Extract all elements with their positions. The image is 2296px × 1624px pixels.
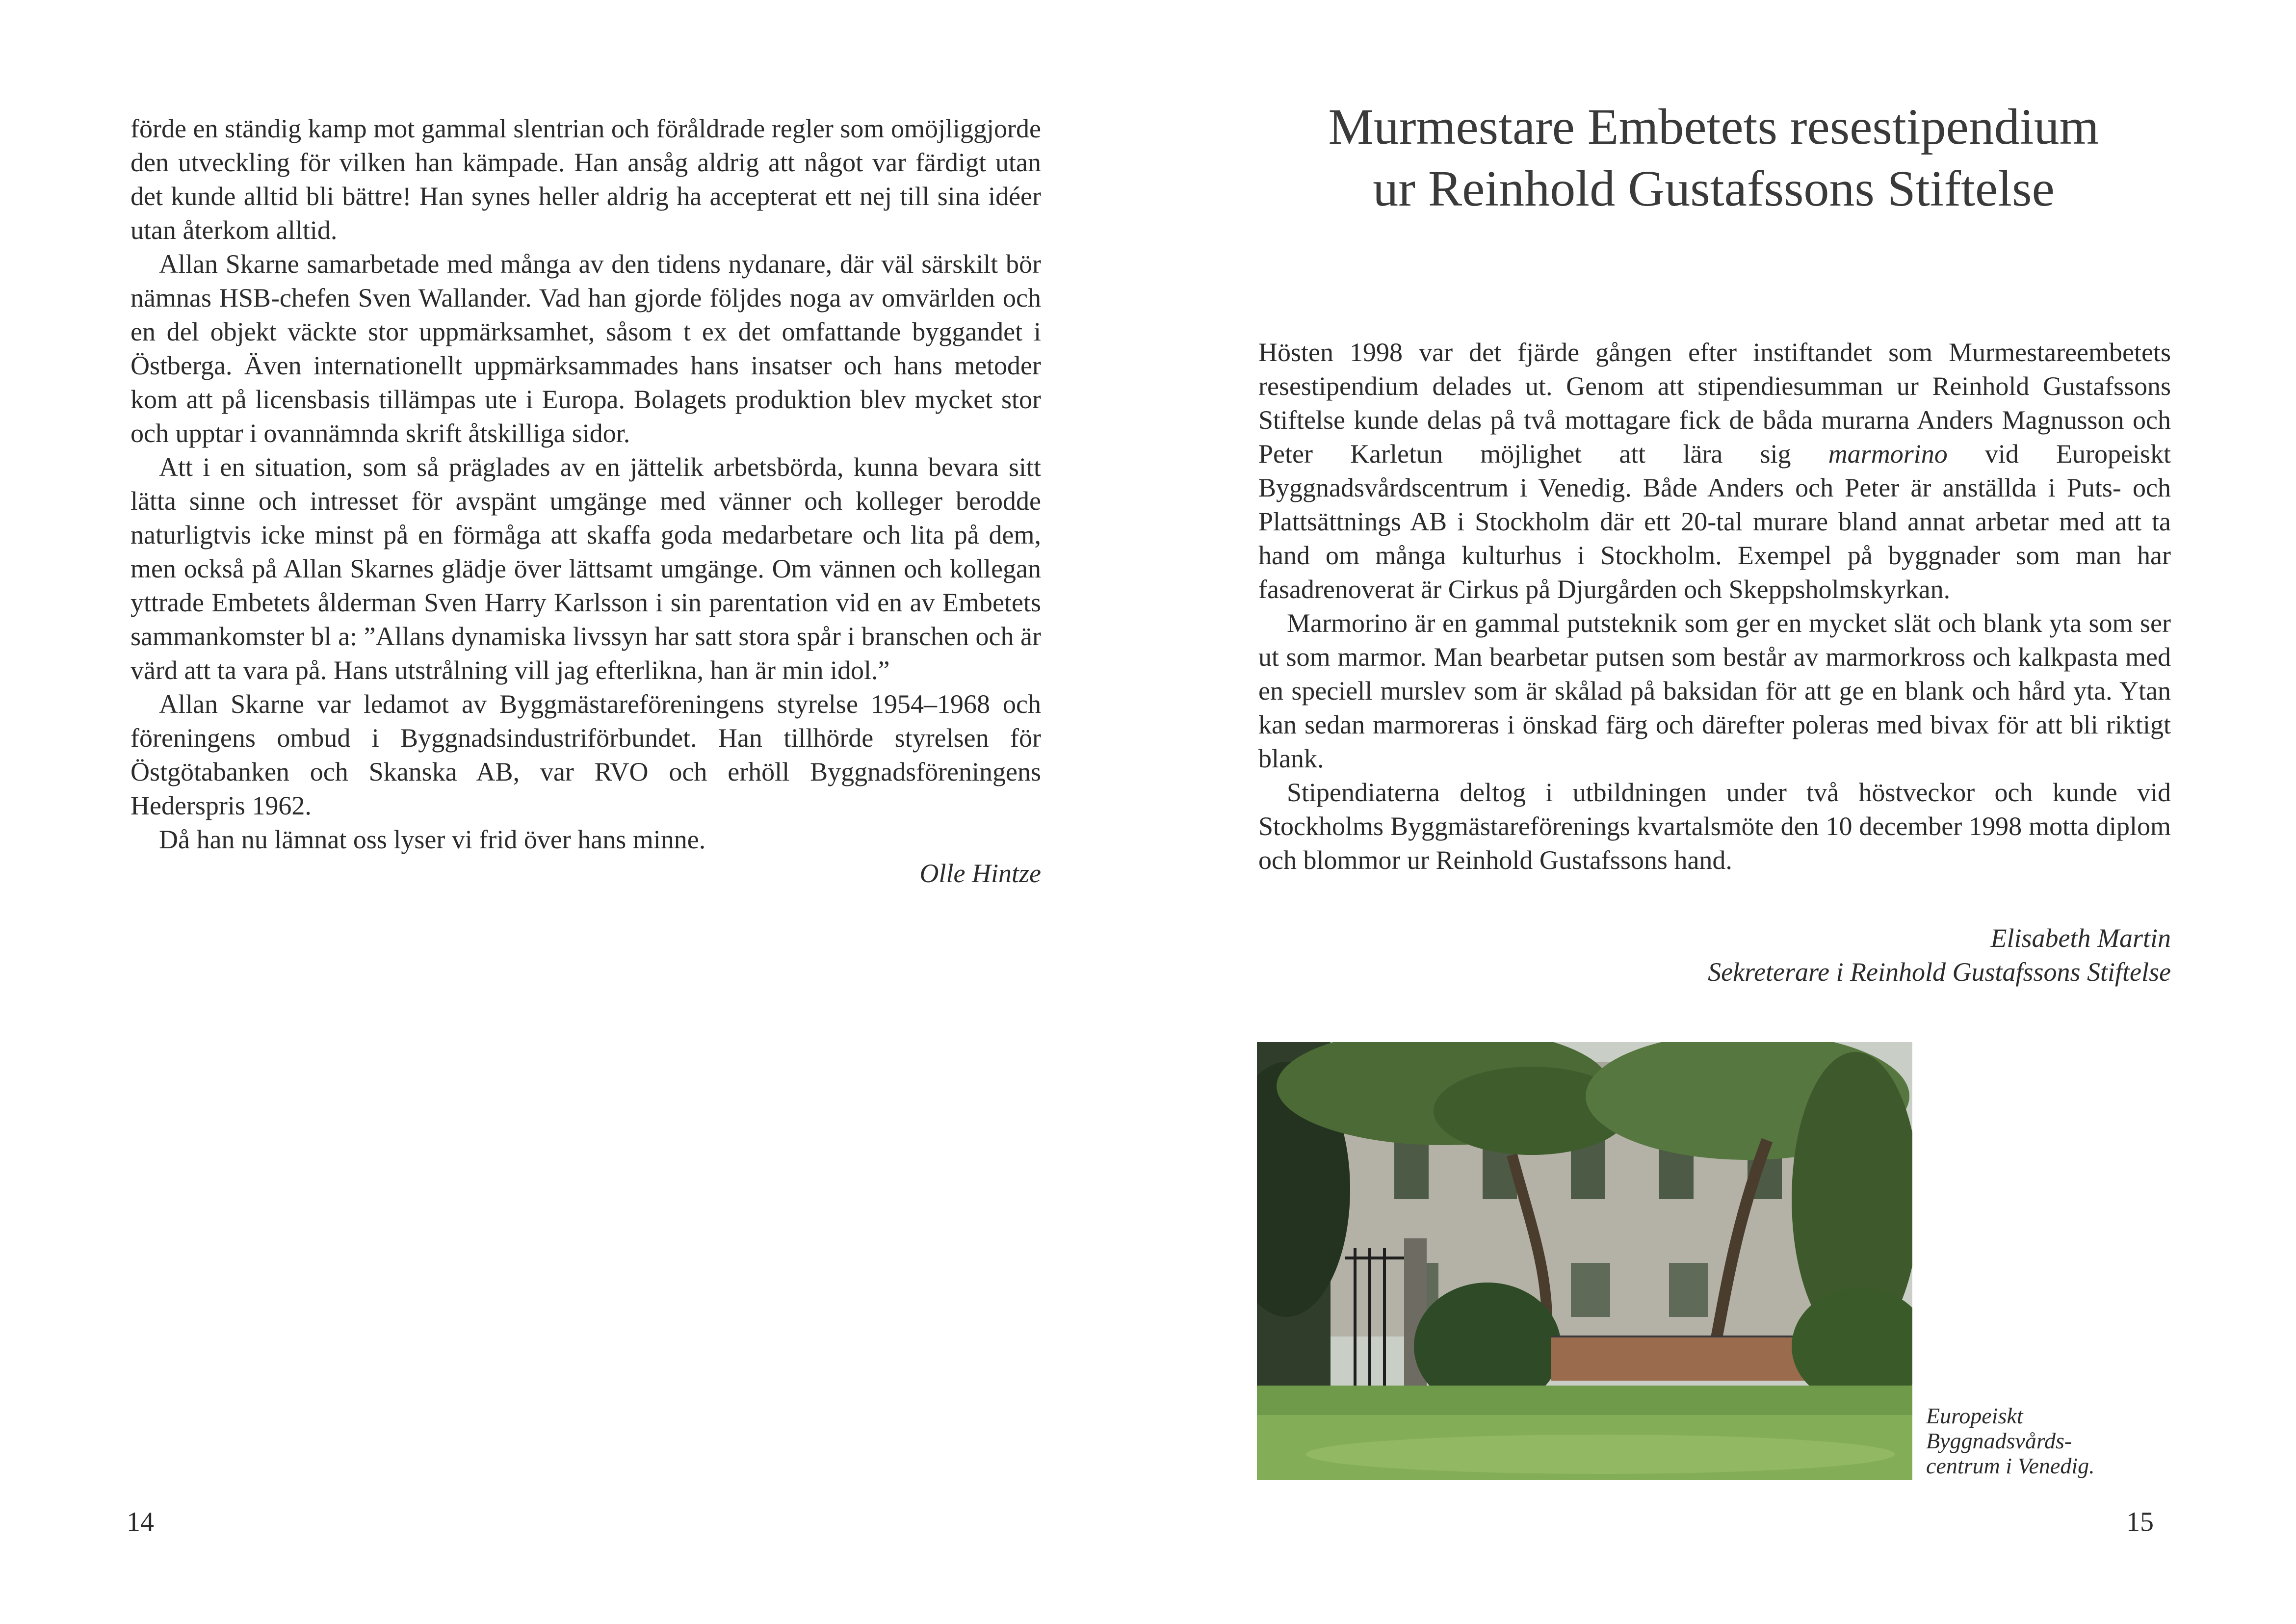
photo-caption [1926,1403,2142,1478]
caption-line-2: Byggnadsvårds- [1926,1428,2072,1453]
left-paragraph-4: Allan Skarne var ledamot av Byggmästareföreningens styrelse 1954–1968 och föreningens ombud i Byggnadsindustriförbundet. Han tillhörde styrelsen för Östgötabanken och Skanska AB, var RVO och erhöll Byggnadsföreningens Hederspris 1962. [130,689,1041,820]
title-line-1: Murmestare Embetets resestipendium [1328,99,2099,155]
right-paragraph-2: Marmorino är en gammal putsteknik som ger en mycket slät och blank yta som ser ut som marmor. Man bearbetar putsen som består av marmorkross och kalkpasta med en speciell murslev som är skålad på baksidan för att ge en blank och hård yta. Ytan kan sedan marmoreras i önskad färg och därefter poleras med bivax för att bli riktigt blank. [1258,608,2171,773]
page-number-right: 15 [2126,1507,2154,1537]
title-line-2: ur Reinhold Gustafssons Stiftelse [1373,160,2055,217]
left-paragraph-5: Då han nu lämnat oss lyser vi frid över hans minne. [159,825,706,854]
right-signature [1258,921,2171,989]
caption-line-1: Europeiskt [1926,1403,2023,1428]
right-article-column [1258,336,2171,877]
courtyard-photo [1257,1042,1912,1480]
left-signature: Olle Hintze [919,859,1041,888]
right-paragraph-1-text-b: vid Europeiskt Byggnadsvårdscentrum i Venedig. Både Anders och Peter är anställda i Puts- och Plattsättnings AB i Stockholm där ett 20-tal murare bland annat arbetar med att ta hand om många kulturhus i Stockholm. Exempel på byggnader som man har fasadrenoverat är Cirkus på Djurgården och Skeppsholmskyrkan. [1258,439,2171,604]
right-paragraph-1-italic: marmorino [1828,439,1948,469]
left-paragraph-1: förde en ständig kamp mot gammal slentrian och föråldrade regler som omöjliggjorde den utveckling för vilken han kämpade. Han ansåg aldrig att något var färdigt utan det kunde alltid bli bättre! Han synes heller aldrig ha accepterat ett nej till sina idéer utan återkom alltid. [130,114,1041,245]
left-paragraph-2: Allan Skarne samarbetade med många av den tidens nydanare, där väl särskilt bör nämnas HSB-chefen Sven Wallander. Vad han gjorde följdes noga av omvärlden och en del objekt väckte stor uppmärksamhet, såsom t ex det omfattande byggandet i Östberga. Även internationellt uppmärksammades hans insatser och hans metoder kom att på licensbasis tillämpas ute i Europa. Bolagets produktion blev mycket stor och upptar i ovannämnda skrift åtskilliga sidor. [130,249,1041,448]
right-signature-name: Elisabeth Martin [1990,923,2171,953]
caption-line-3: centrum i Venedig. [1926,1453,2095,1478]
right-paragraph-1-text-a: Hösten 1998 var det fjärde gången efter instiftandet som Murmestareembetets resestipendium delades ut. Genom att stipendiesumman ur Reinhold Gustafssons Stiftelse kunde delas på två mottagare fick de båda murarna Anders Magnusson och Peter Karletun möjlighet att lära sig [1258,338,2171,469]
right-paragraph-1 [1258,336,2171,606]
right-paragraph-3: Stipendiaterna deltog i utbildningen under två höstveckor och kunde vid Stockholms Byggmästareförenings kvartalsmöte den 10 december 1998 motta diplom och blommor ur Reinhold Gustafssons hand. [1258,778,2171,875]
right-signature-title: Sekreterare i Reinhold Gustafssons Stiftelse [1708,957,2171,987]
page-number-left: 14 [127,1507,154,1537]
article-title [1256,96,2171,220]
left-paragraph-3: Att i en situation, som så präglades av en jättelik arbetsbörda, kunna bevara sitt lätta sinne och intresset för avspänt umgänge med vänner och kolleger berodde naturligtvis icke minst på en förmåga att skaffa goda medarbetare och lita på dem, men också på Allan Skarnes glädje över lättsamt umgänge. Om vännen och kollegan yttrade Embetets ålderman Sven Harry Karlsson i sin parentation vid en av Embetets sammankomster bl a: ”Allans dynamiska livssyn har satt stora spår i branschen och är värd att ta vara på. Hans utstrålning vill jag efterlikna, han är min idol.” [130,452,1041,685]
left-article-column [130,112,1041,891]
